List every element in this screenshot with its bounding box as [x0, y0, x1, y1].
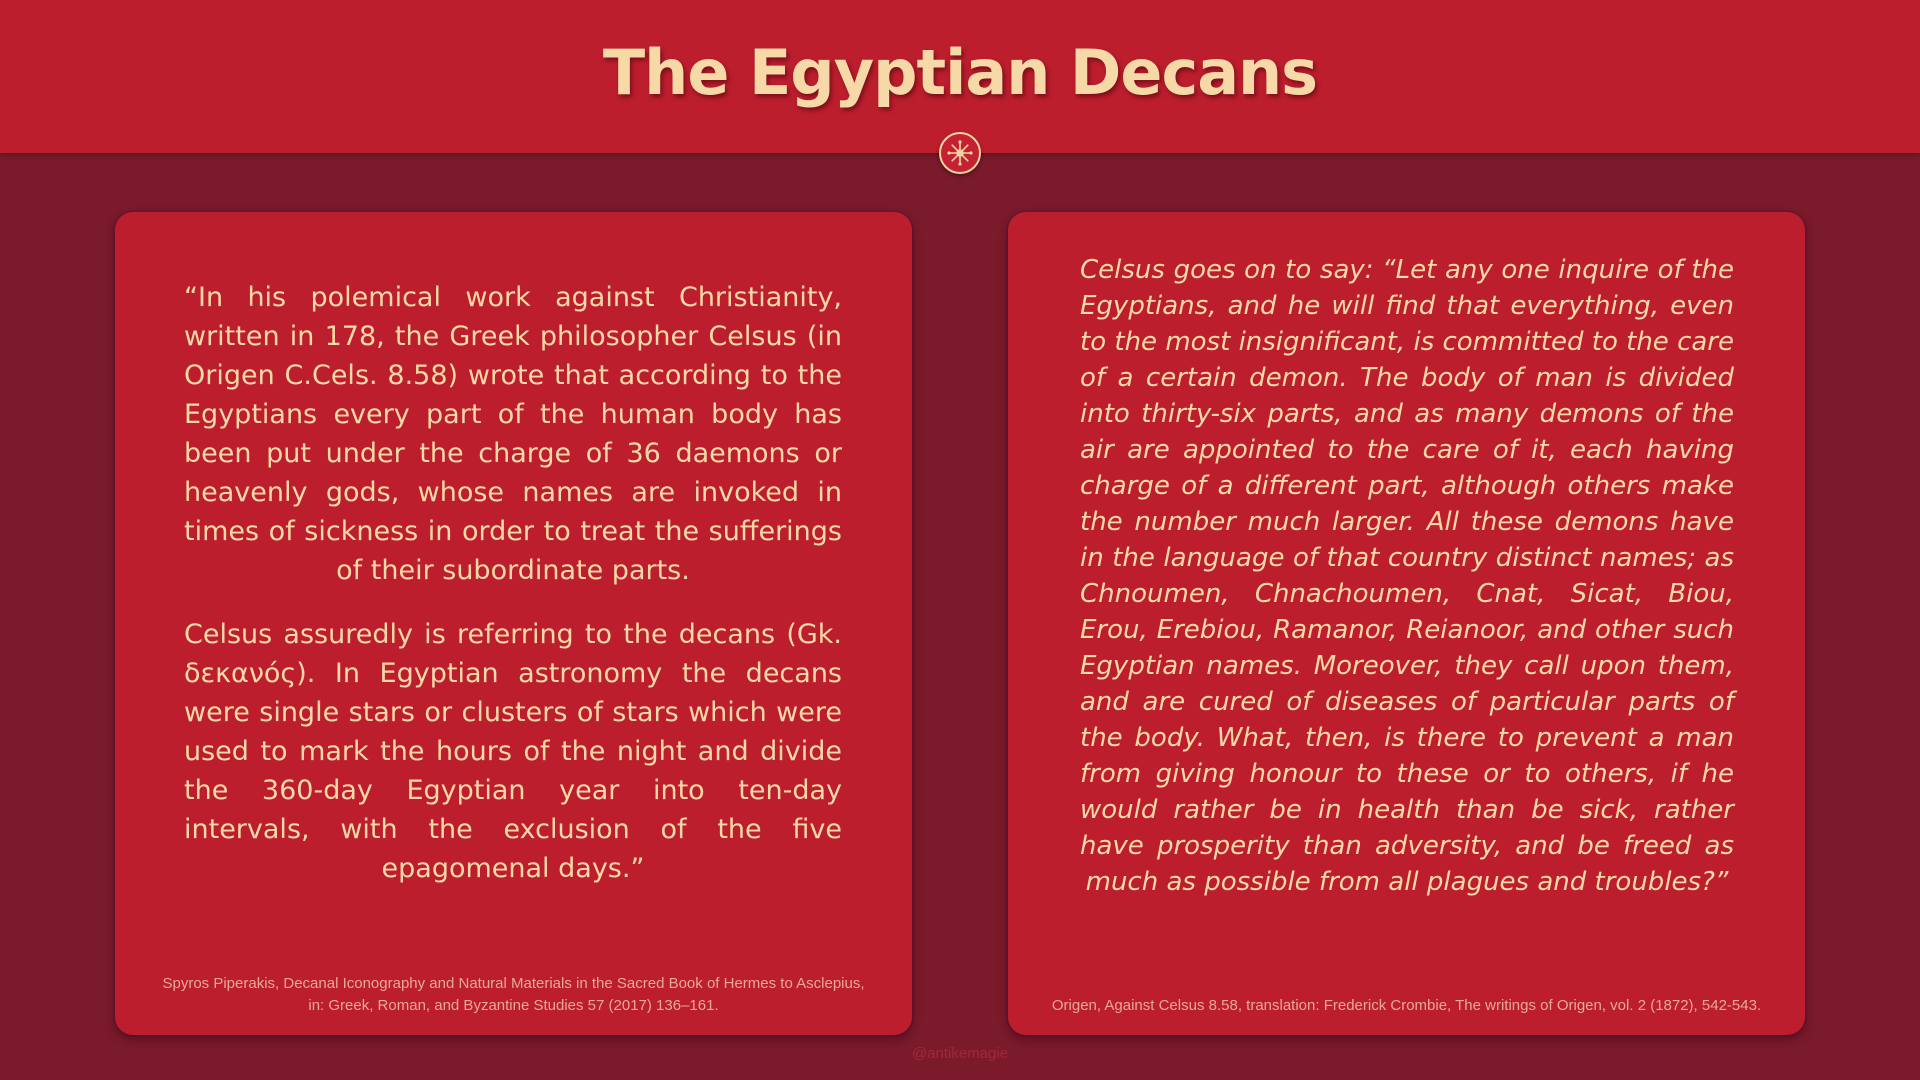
header-bar	[0, 0, 1920, 153]
left-citation-line-2: in: Greek, Roman, and Byzantine Studies 57 (2017) 136–161.	[308, 997, 719, 1014]
right-citation: Origen, Against Celsus 8.58, translation: Frederick Crombie, The writings of Origen, vol. 2 (1872), 542-543.	[1051, 997, 1762, 1014]
left-paragraph-2: Celsus assuredly is referring to the decans (Gk. δεκανός). In Egyptian astronomy the decans were single stars or clusters of stars which were used to mark the hours of the night and divide the 360-day Egyptian year into ten-day intervals, with the exclusion of the five epagomenal days.”	[184, 619, 842, 884]
left-citation-line-1: Spyros Piperakis, Decanal Iconography and Natural Materials in the Sacred Book of Hermes to Asclepius,	[162, 975, 865, 992]
left-citation	[135, 973, 892, 1017]
emblem-badge	[939, 132, 981, 174]
left-quote-card	[115, 212, 912, 1035]
asterisk-star-icon	[941, 134, 979, 172]
left-paragraph-1: “In his polemical work against Christianity, written in 178, the Greek philosopher Celsus (in Origen C.Cels. 8.58) wrote that according to the Egyptians every part of the human body has been put under the charge of 36 daemons or heavenly gods, whose names are invoked in times of sickness in order to treat the sufferings of their subordinate parts.	[184, 282, 842, 586]
left-quote-text	[184, 278, 842, 913]
page-title: The Egyptian Decans	[602, 36, 1318, 109]
watermark-handle: @antikemagie	[911, 1045, 1009, 1062]
right-quote-text: Celsus goes on to say: “Let any one inquire of the Egyptians, and he will find that everything, even to the most insignificant, is committed to the care of a certain demon. The body of man is divided into thirty-six parts, and as many demons of the air are appointed to the care of it, each having charge of a different part, although others make the number much larger. All these demons have in the language of that country distinct names; as Chnoumen, Chnachoumen, Cnat, Sicat, Biou, Erou, Erebiou, Ramanor, Reianoor, and other such Egyptian names. Moreover, they call upon them, and are cured of diseases of particular parts of the body. What, then, is there to prevent a man from giving honour to these or to others, if he would rather be in health than be sick, rather have prosperity than adversity, and be freed as much as possible from all plagues and troubles?”	[1080, 255, 1734, 897]
right-quote-card	[1008, 212, 1805, 1035]
